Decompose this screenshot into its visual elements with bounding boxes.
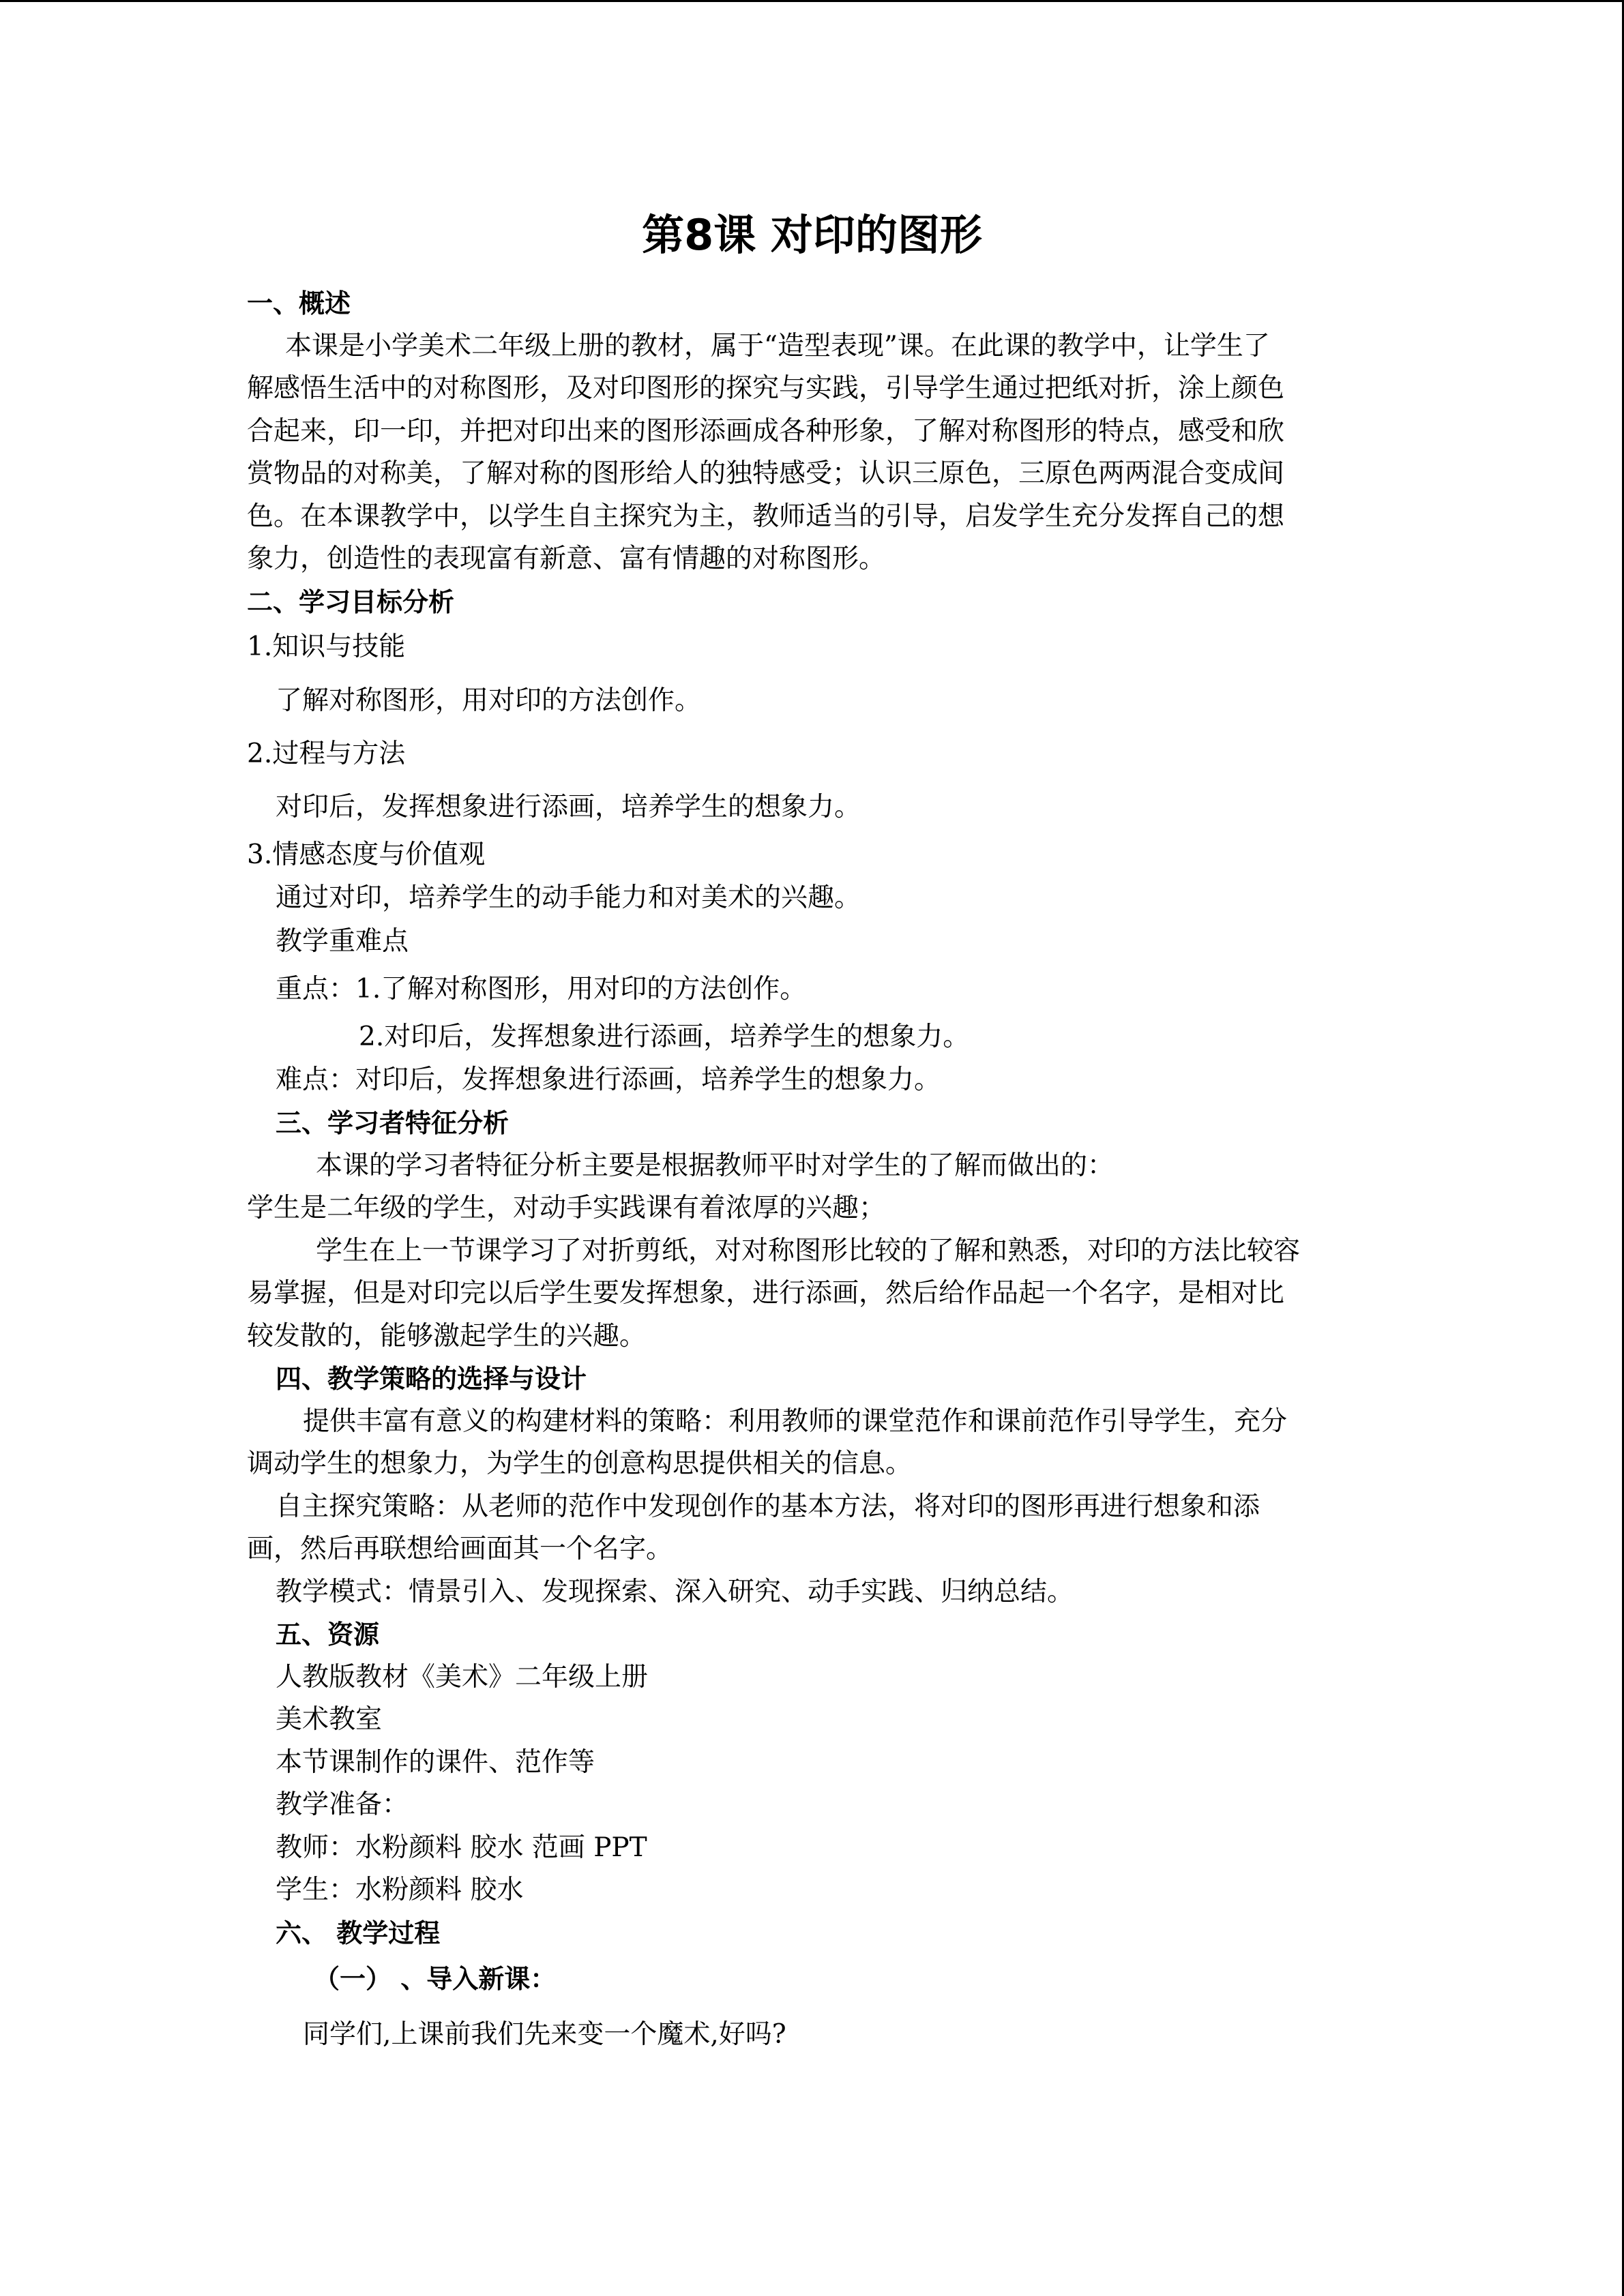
difficulty-point: 难点：对印后，发挥想象进行添画，培养学生的想象力。 <box>276 1064 941 1095</box>
strategy-line: 自主探究策略：从老师的范作中发现创作的基本方法，将对印的图形再进行想象和添 <box>276 1491 1260 1522</box>
resource-line: 本节课制作的课件、范作等 <box>276 1747 595 1778</box>
process-text: 同学们,上课前我们先来变一个魔术,好吗? <box>303 2019 786 2050</box>
overview-line: 本课是小学美术二年级上册的教材，属于“造型表现”课。在此课的教学中，让学生了 <box>285 331 1270 361</box>
strategy-line: 教学模式：情景引入、发现探索、深入研究、动手实践、归纳总结。 <box>276 1577 1074 1607</box>
keypoint-1: 重点：1.了解对称图形，用对印的方法创作。 <box>276 974 807 1004</box>
goal-emotion-heading: 3.情感态度与价值观 <box>247 839 486 870</box>
section-heading-learners: 三、学习者特征分析 <box>276 1108 510 1138</box>
learners-line: 易掌握，但是对印完以后学生要发挥想象，进行添画，然后给作品起一个名字，是相对比 <box>247 1278 1285 1309</box>
keypoints-heading: 教学重难点 <box>276 926 409 957</box>
section-heading-resources: 五、资源 <box>276 1620 380 1650</box>
overview-line: 合起来，印一印，并把对印出来的图形添画成各种形象，了解对称图形的特点，感受和欣 <box>247 416 1285 447</box>
section-heading-strategy: 四、教学策略的选择与设计 <box>276 1364 587 1394</box>
goal-knowledge-text: 了解对称图形，用对印的方法创作。 <box>276 685 702 716</box>
learners-line: 学生在上一节课学习了对折剪纸，对对称图形比较的了解和熟悉，对印的方法比较容 <box>316 1236 1301 1266</box>
resource-line: 教学准备： <box>276 1789 409 1820</box>
goal-process-text: 对印后，发挥想象进行添画，培养学生的想象力。 <box>276 792 861 822</box>
overview-line: 赏物品的对称美，了解对称的图形给人的独特感受；认识三原色，三原色两两混合变成间 <box>247 458 1285 489</box>
resource-line: 学生：水粉颜料 胶水 <box>276 1875 524 1905</box>
section-heading-process: 六、 教学过程 <box>276 1918 441 1948</box>
overview-line: 象力，创造性的表现富有新意、富有情趣的对称图形。 <box>247 543 886 574</box>
goal-process-heading: 2.过程与方法 <box>247 739 406 769</box>
section-heading-overview: 一、概述 <box>247 288 351 318</box>
learners-line: 较发散的，能够激起学生的兴趣。 <box>247 1321 647 1352</box>
goal-emotion-text: 通过对印，培养学生的动手能力和对美术的兴趣。 <box>276 882 861 913</box>
resource-line: 教师：水粉颜料 胶水 范画 PPT <box>276 1832 647 1863</box>
learners-line: 本课的学习者特征分析主要是根据教师平时对学生的了解而做出的： <box>316 1150 1114 1181</box>
strategy-line: 提供丰富有意义的构建材料的策略：利用教师的课堂范作和课前范作引导学生，充分 <box>303 1406 1288 1437</box>
strategy-line: 调动学生的想象力，为学生的创意构思提供相关的信息。 <box>247 1448 913 1479</box>
resource-line: 人教版教材《美术》二年级上册 <box>276 1662 649 1693</box>
learners-line: 学生是二年级的学生，对动手实践课有着浓厚的兴趣； <box>247 1193 886 1223</box>
section-heading-goals: 二、学习目标分析 <box>247 587 455 617</box>
resource-line: 美术教室 <box>276 1704 383 1735</box>
overview-line: 色。在本课教学中，以学生自主探究为主，教师适当的引导，启发学生充分发挥自己的想 <box>247 501 1285 532</box>
goal-knowledge-heading: 1.知识与技能 <box>247 631 406 662</box>
document-title: 第8课 对印的图形 <box>642 210 982 260</box>
overview-line: 解感悟生活中的对称图形，及对印图形的探究与实践，引导学生通过把纸对折，涂上颜色 <box>247 373 1285 404</box>
strategy-line: 画，然后再联想给画面其一个名字。 <box>247 1534 673 1564</box>
keypoint-2: 2.对印后，发挥想象进行添画，培养学生的想象力。 <box>359 1022 970 1052</box>
process-sub-heading: （一） 、导入新课： <box>314 1964 557 1994</box>
